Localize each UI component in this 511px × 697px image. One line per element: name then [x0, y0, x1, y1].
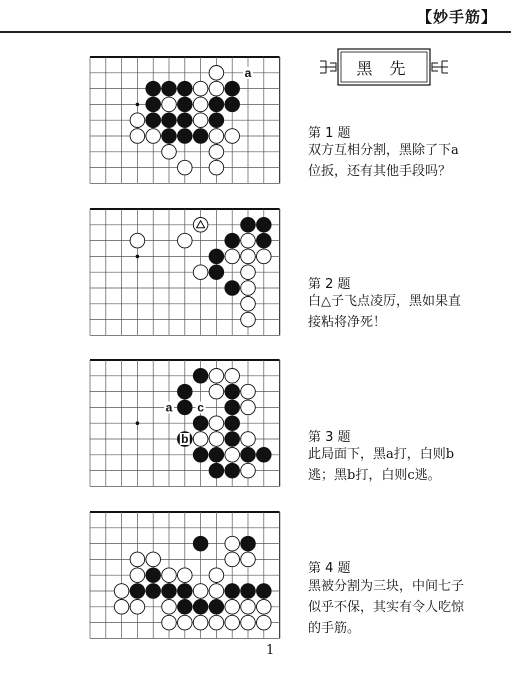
black-stone [209, 600, 224, 615]
point-label: c [197, 400, 204, 415]
white-stone [193, 81, 208, 96]
black-stone [146, 584, 161, 599]
point-label: a [244, 65, 252, 80]
black-stone [257, 584, 272, 599]
black-stone [146, 113, 161, 128]
black-stone [225, 400, 240, 415]
black-stone [257, 233, 272, 248]
white-stone [225, 129, 240, 144]
white-stone [225, 600, 240, 615]
black-stone [225, 463, 240, 478]
white-stone [130, 552, 145, 567]
black-stone [178, 384, 193, 399]
white-stone [209, 615, 224, 630]
problem-4-title: 第 4 题 [308, 561, 351, 576]
white-stone [225, 249, 240, 264]
black-stone [178, 129, 193, 144]
white-stone [241, 384, 256, 399]
black-stone [178, 600, 193, 615]
problem-3-title: 第 3 题 [308, 430, 351, 445]
white-stone [241, 615, 256, 630]
black-stone [225, 384, 240, 399]
white-stone [162, 97, 177, 112]
black-stone [193, 416, 208, 431]
problem-2-text [308, 291, 483, 333]
black-stone [225, 81, 240, 96]
black-stone [241, 448, 256, 463]
black-stone [178, 113, 193, 128]
go-board-1 [88, 55, 278, 180]
white-stone [241, 600, 256, 615]
go-board-4 [88, 510, 278, 635]
white-stone [209, 384, 224, 399]
text-line: 逃；黑b打，白则c逃。 [308, 468, 441, 483]
white-stone [130, 568, 145, 583]
black-stone [178, 400, 193, 415]
white-stone [146, 552, 161, 567]
text-line: 此局面下，黑a打，白则b [308, 447, 455, 462]
problem-4-text [308, 576, 483, 639]
black-stone [178, 97, 193, 112]
white-stone [193, 113, 208, 128]
white-stone [209, 145, 224, 160]
black-stone [257, 218, 272, 233]
white-stone [225, 552, 240, 567]
white-stone [209, 160, 224, 175]
white-stone [193, 432, 208, 447]
white-stone [241, 400, 256, 415]
white-stone [241, 281, 256, 296]
problem-3-text [308, 444, 483, 486]
white-stone [193, 265, 208, 280]
text-line: 接粘将净死！ [308, 315, 387, 330]
white-stone [225, 448, 240, 463]
black-stone [162, 129, 177, 144]
point-label: a [165, 400, 173, 415]
white-stone [209, 432, 224, 447]
white-stone [193, 584, 208, 599]
white-stone [257, 600, 272, 615]
white-stone [130, 600, 145, 615]
white-stone [209, 369, 224, 384]
white-stone [193, 218, 208, 233]
white-stone [241, 233, 256, 248]
white-stone [193, 97, 208, 112]
white-stone [225, 615, 240, 630]
white-stone [209, 584, 224, 599]
problem-2-title: 第 2 题 [308, 277, 351, 292]
black-stone [146, 97, 161, 112]
white-stone [209, 416, 224, 431]
black-stone [241, 584, 256, 599]
white-stone [178, 568, 193, 583]
problem-1-title: 第 1 题 [308, 126, 351, 141]
white-stone [114, 600, 129, 615]
header-title: 【妙手筋】 [416, 8, 497, 26]
white-stone [257, 615, 272, 630]
black-stone [193, 600, 208, 615]
black-stone [225, 416, 240, 431]
white-stone [241, 249, 256, 264]
black-stone [209, 448, 224, 463]
white-stone [178, 160, 193, 175]
white-stone [178, 615, 193, 630]
black-stone [209, 97, 224, 112]
go-board-3 [88, 358, 278, 483]
black-stone [225, 432, 240, 447]
black-stone [241, 536, 256, 551]
black-stone [241, 218, 256, 233]
white-stone [257, 249, 272, 264]
text-line: 似乎不保，其实有令人吃惊 [308, 600, 465, 615]
white-stone [209, 66, 224, 81]
black-stone [209, 249, 224, 264]
white-stone [241, 552, 256, 567]
text-line: 的手筋。 [308, 621, 361, 636]
black-stone [130, 584, 145, 599]
black-stone [178, 584, 193, 599]
white-stone [114, 584, 129, 599]
black-stone [193, 369, 208, 384]
white-stone [162, 615, 177, 630]
star-point [136, 421, 140, 425]
black-stone [193, 536, 208, 551]
white-stone [241, 463, 256, 478]
white-stone [209, 129, 224, 144]
black-stone [209, 265, 224, 280]
go-board-2 [88, 207, 278, 332]
black-stone [225, 97, 240, 112]
black-stone [162, 81, 177, 96]
white-stone [178, 233, 193, 248]
white-stone [209, 81, 224, 96]
black-stone [209, 113, 224, 128]
black-stone [257, 448, 272, 463]
black-stone [225, 281, 240, 296]
white-stone [225, 536, 240, 551]
black-stone [146, 81, 161, 96]
white-stone [193, 615, 208, 630]
black-stone [193, 129, 208, 144]
white-stone [162, 600, 177, 615]
text-line: 黑被分割为三块，中间七子 [308, 579, 465, 594]
white-stone [146, 129, 161, 144]
white-stone [241, 312, 256, 327]
text-line: 白△子飞点凌厉，黑如果直 [308, 294, 461, 309]
white-stone [130, 129, 145, 144]
black-stone [193, 448, 208, 463]
white-stone [130, 233, 145, 248]
black-stone [225, 233, 240, 248]
black-stone [225, 584, 240, 599]
banner-title: 黑 先 [356, 59, 412, 78]
header-rule [0, 31, 511, 33]
point-label: b [181, 432, 189, 446]
problem-1-text [308, 140, 483, 182]
black-stone [178, 81, 193, 96]
white-stone [241, 265, 256, 280]
text-line: 位扳，还有其他手段吗？ [308, 164, 452, 179]
white-stone [130, 113, 145, 128]
black-stone [162, 584, 177, 599]
white-stone [209, 568, 224, 583]
black-stone [162, 113, 177, 128]
white-stone [162, 568, 177, 583]
white-stone [225, 369, 240, 384]
star-point [136, 103, 140, 107]
white-stone [241, 297, 256, 312]
page-number: 1 [266, 643, 275, 658]
black-stone [209, 463, 224, 478]
white-stone [162, 145, 177, 160]
black-stone [146, 568, 161, 583]
text-line: 双方互相分割，黑除了下a [308, 143, 459, 158]
white-stone [241, 432, 256, 447]
star-point [136, 255, 140, 259]
